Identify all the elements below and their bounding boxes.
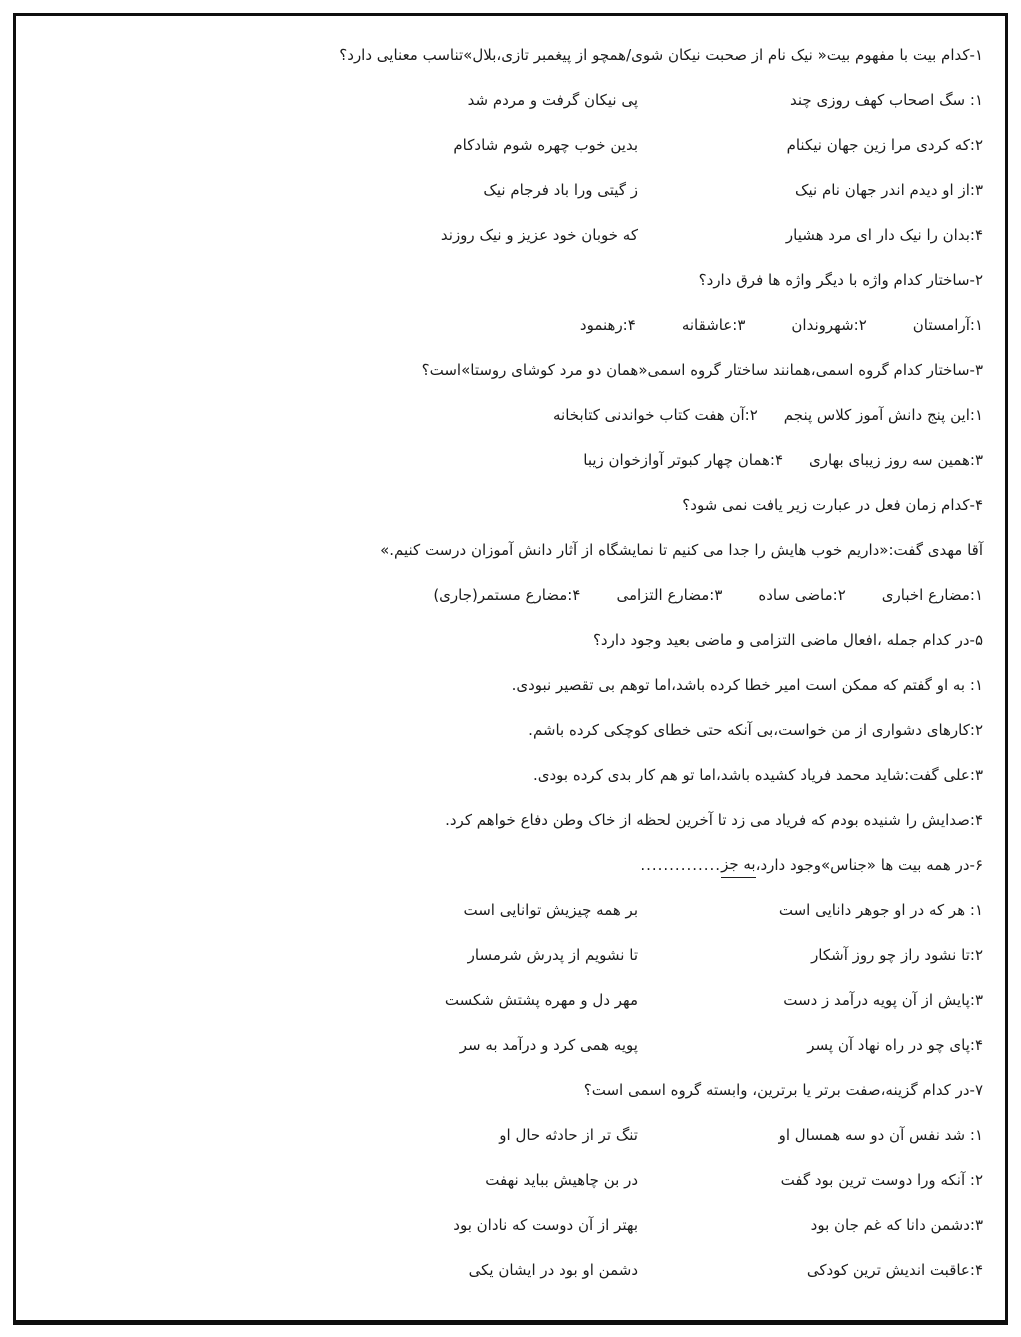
q6-option-2-hemistich-1: ۲:تا نشود راز چو روز آشکار bbox=[811, 946, 983, 965]
q5-option-2: ۲:کارهای دشواری از من خواست،بی آنکه حتی خطای کوچکی کرده باشم. bbox=[528, 721, 983, 740]
question-row bbox=[34, 258, 983, 303]
page-border bbox=[13, 13, 1008, 1325]
q7-option-3-hemistich-1: ۳:دشمن دانا که غم جان بود bbox=[810, 1216, 983, 1235]
option-row bbox=[34, 438, 983, 483]
option-row bbox=[34, 1113, 983, 1158]
question-4-text: ۴-کدام زمان فعل در عبارت زیر یافت نمی شود؟ bbox=[682, 496, 983, 515]
q1-option-3-hemistich-1: ۳:از او دیدم اندر جهان نام نیک bbox=[795, 181, 983, 200]
question-7-text: ۷-در کدام گزینه،صفت برتر یا برترین، وابسته گروه اسمی است؟ bbox=[583, 1081, 983, 1100]
q7-option-2-hemistich-1: ۲: آنکه ورا دوست ترین بود گفت bbox=[780, 1171, 983, 1190]
option-row bbox=[34, 978, 983, 1023]
question-6-dotted-blank: .............. bbox=[640, 856, 722, 875]
question-1-text: ۱-کدام بیت با مفهوم بیت« نیک نام از صحبت نیکان شوی/همچو از پیغمبر تازی،بلال»تناسب معنایی دارد؟ bbox=[339, 46, 983, 65]
question-4-stem: آقا مهدی گفت:«داریم خوب هایش را جدا می کنیم تا نمایشگاه از آثار دانش آموزان درست کنیم.» bbox=[380, 541, 983, 560]
q3-option-2: ۲:آن هفت کتاب خواندنی کتابخانه bbox=[553, 406, 758, 425]
q1-option-3-hemistich-2: ز گیتی ورا باد فرجام نیک bbox=[483, 181, 638, 200]
q7-option-3-hemistich-2: بهتر از آن دوست که نادان بود bbox=[453, 1216, 638, 1235]
q2-option-1: ۱:آرامستان bbox=[912, 316, 983, 335]
question-row bbox=[34, 348, 983, 393]
question-row bbox=[34, 33, 983, 78]
q5-option-4: ۴:صدایش را شنیده بودم که فریاد می زد تا آخرین لحظه از خاک وطن دفاع خواهم کرد. bbox=[445, 811, 983, 830]
option-row bbox=[34, 573, 983, 618]
q1-option-1-hemistich-1: ۱: سگ اصحاب کهف روزی چند bbox=[790, 91, 983, 110]
option-row bbox=[34, 1203, 983, 1248]
q3-option-4: ۴:همان چهار کبوتر آوازخوان زیبا bbox=[583, 451, 784, 470]
q4-option-2: ۲:ماضی ساده bbox=[758, 586, 846, 605]
q1-option-2-hemistich-1: ۲:که کردی مرا زین جهان نیکنام bbox=[786, 136, 983, 155]
option-row bbox=[34, 663, 983, 708]
option-row bbox=[34, 168, 983, 213]
q5-option-1: ۱: به او گفتم که ممکن است امیر خطا کرده باشد،اما توهم بی تقصیر نبودی. bbox=[511, 676, 983, 695]
q6-option-3-hemistich-1: ۳:پایش از آن پویه درآمد ز دست bbox=[783, 991, 983, 1010]
option-row bbox=[34, 78, 983, 123]
question-3-text: ۳-ساختار کدام گروه اسمی،همانند ساختار گروه اسمی«همان دو مرد کوشای روستا»است؟ bbox=[421, 361, 983, 380]
q7-option-2-hemistich-2: در بن چاهیش بباید نهفت bbox=[485, 1171, 638, 1190]
q3-option-1: ۱:این پنج دانش آموز کلاس پنجم bbox=[783, 406, 983, 425]
q7-option-1-hemistich-1: ۱: شد نفس آن دو سه همسال او bbox=[778, 1126, 983, 1145]
option-row bbox=[34, 1158, 983, 1203]
q2-option-3: ۳:عاشقانه bbox=[681, 316, 746, 335]
exam-sheet bbox=[16, 16, 1005, 1320]
q3-option-3: ۳:همین سه روز زیبای بهاری bbox=[809, 451, 983, 470]
q6-option-4-hemistich-2: پویه همی کرد و درآمد به سر bbox=[459, 1036, 638, 1055]
question-row bbox=[34, 618, 983, 663]
q1-option-2-hemistich-2: بدین خوب چهره شوم شادکام bbox=[453, 136, 638, 155]
option-row bbox=[34, 303, 983, 348]
question-stem-row bbox=[34, 528, 983, 573]
question-6-underlined-phrase: به جز bbox=[721, 853, 756, 878]
option-row bbox=[34, 393, 983, 438]
q2-option-2: ۲:شهروندان bbox=[791, 316, 867, 335]
q1-option-1-hemistich-2: پی نیکان گرفت و مردم شد bbox=[467, 91, 638, 110]
q2-option-4: ۴:رهنمود bbox=[579, 316, 636, 335]
q4-option-1: ۱:مضارع اخباری bbox=[881, 586, 983, 605]
q6-option-1-hemistich-2: بر همه چیزیش توانایی است bbox=[463, 901, 638, 920]
q7-option-1-hemistich-2: تنگ تر از حادثه حال او bbox=[499, 1126, 638, 1145]
q7-option-4-hemistich-2: دشمن او بود در ایشان یکی bbox=[468, 1261, 638, 1280]
q6-option-1-hemistich-1: ۱: هر که در او جوهر دانایی است bbox=[778, 901, 983, 920]
option-row bbox=[34, 798, 983, 843]
option-row bbox=[34, 753, 983, 798]
q5-option-3: ۳:علی گفت:شاید محمد فریاد کشیده باشد،اما تو هم کار بدی کرده بودی. bbox=[532, 766, 983, 785]
option-row bbox=[34, 1248, 983, 1293]
question-2-text: ۲-ساختار کدام واژه با دیگر واژه ها فرق دارد؟ bbox=[698, 271, 983, 290]
q1-option-4-hemistich-1: ۴:بدان را نیک دار ای مرد هشیار bbox=[785, 226, 983, 245]
question-row bbox=[34, 483, 983, 528]
option-row bbox=[34, 888, 983, 933]
option-row bbox=[34, 123, 983, 168]
option-row bbox=[34, 933, 983, 978]
q6-option-3-hemistich-2: مهر دل و مهره پشتش شکست bbox=[444, 991, 638, 1010]
q6-option-4-hemistich-1: ۴:پای چو در راه نهاد آن پسر bbox=[807, 1036, 983, 1055]
option-row bbox=[34, 1023, 983, 1068]
question-5-text: ۵-در کدام جمله ،افعال ماضی التزامی و ماضی بعید وجود دارد؟ bbox=[592, 631, 983, 650]
q6-option-2-hemistich-2: تا نشویم از پدرش شرمسار bbox=[467, 946, 638, 965]
q4-option-3: ۳:مضارع التزامی bbox=[616, 586, 723, 605]
question-row bbox=[34, 843, 983, 888]
q4-option-4: ۴:مضارع مستمر(جاری) bbox=[433, 586, 581, 605]
question-6-text: ۶-در همه بیت ها «جناس»وجود دارد، bbox=[755, 856, 983, 875]
q7-option-4-hemistich-1: ۴:عاقبت اندیش ترین کودکی bbox=[806, 1261, 983, 1280]
option-row bbox=[34, 213, 983, 258]
option-row bbox=[34, 708, 983, 753]
q1-option-4-hemistich-2: که خوبان خود عزیز و نیک روزند bbox=[440, 226, 638, 245]
question-row bbox=[34, 1068, 983, 1113]
